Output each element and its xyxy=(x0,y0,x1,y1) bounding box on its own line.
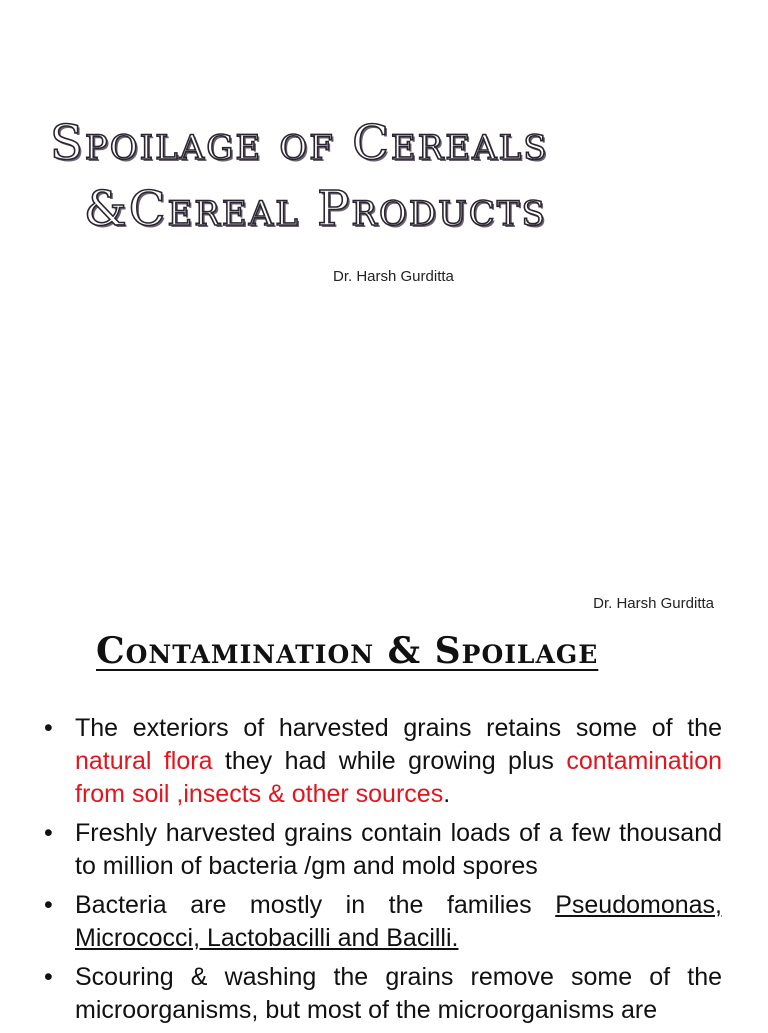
bullet-1-text-b: they had while growing plus xyxy=(212,747,567,775)
bullet-list xyxy=(44,712,722,1033)
slide-title xyxy=(50,110,750,242)
bullet-4-text: Scouring & washing the grains remove some of the microorganisms, but most of the microorganisms are xyxy=(75,963,722,1024)
title-line-2: &Cereal Products xyxy=(84,181,547,237)
bullet-1-text-a: The exteriors of harvested grains retains some of the xyxy=(75,714,722,742)
bullet-item-4 xyxy=(44,961,722,1027)
slide-heading: Contamination & Spoilage xyxy=(96,630,599,672)
bullet-3-underlined: Pseudomonas, Micrococci, Lactobacilli and Bacilli. xyxy=(75,891,722,952)
bullet-1-highlight-a: natural flora xyxy=(75,747,213,775)
bullet-item-3 xyxy=(44,889,722,955)
slide-2 xyxy=(0,620,768,1024)
bullet-2-text: Freshly harvested grains contain loads of a few thousand to million of bacteria /gm and mold spores xyxy=(75,819,722,880)
bullet-3-text-a: Bacteria are mostly in the families xyxy=(75,891,556,919)
bullet-item-1 xyxy=(44,712,722,811)
bullet-1-text-c: . xyxy=(443,780,451,808)
author-subtitle: Dr. Harsh Gurditta xyxy=(333,268,454,285)
author-footer: Dr. Harsh Gurditta xyxy=(593,595,714,612)
bullet-1-highlight-b: contamination from soil ,insects & other sources xyxy=(75,747,722,808)
bullet-item-2 xyxy=(44,817,722,883)
title-line-1: Spoilage of Cereals xyxy=(50,115,549,171)
